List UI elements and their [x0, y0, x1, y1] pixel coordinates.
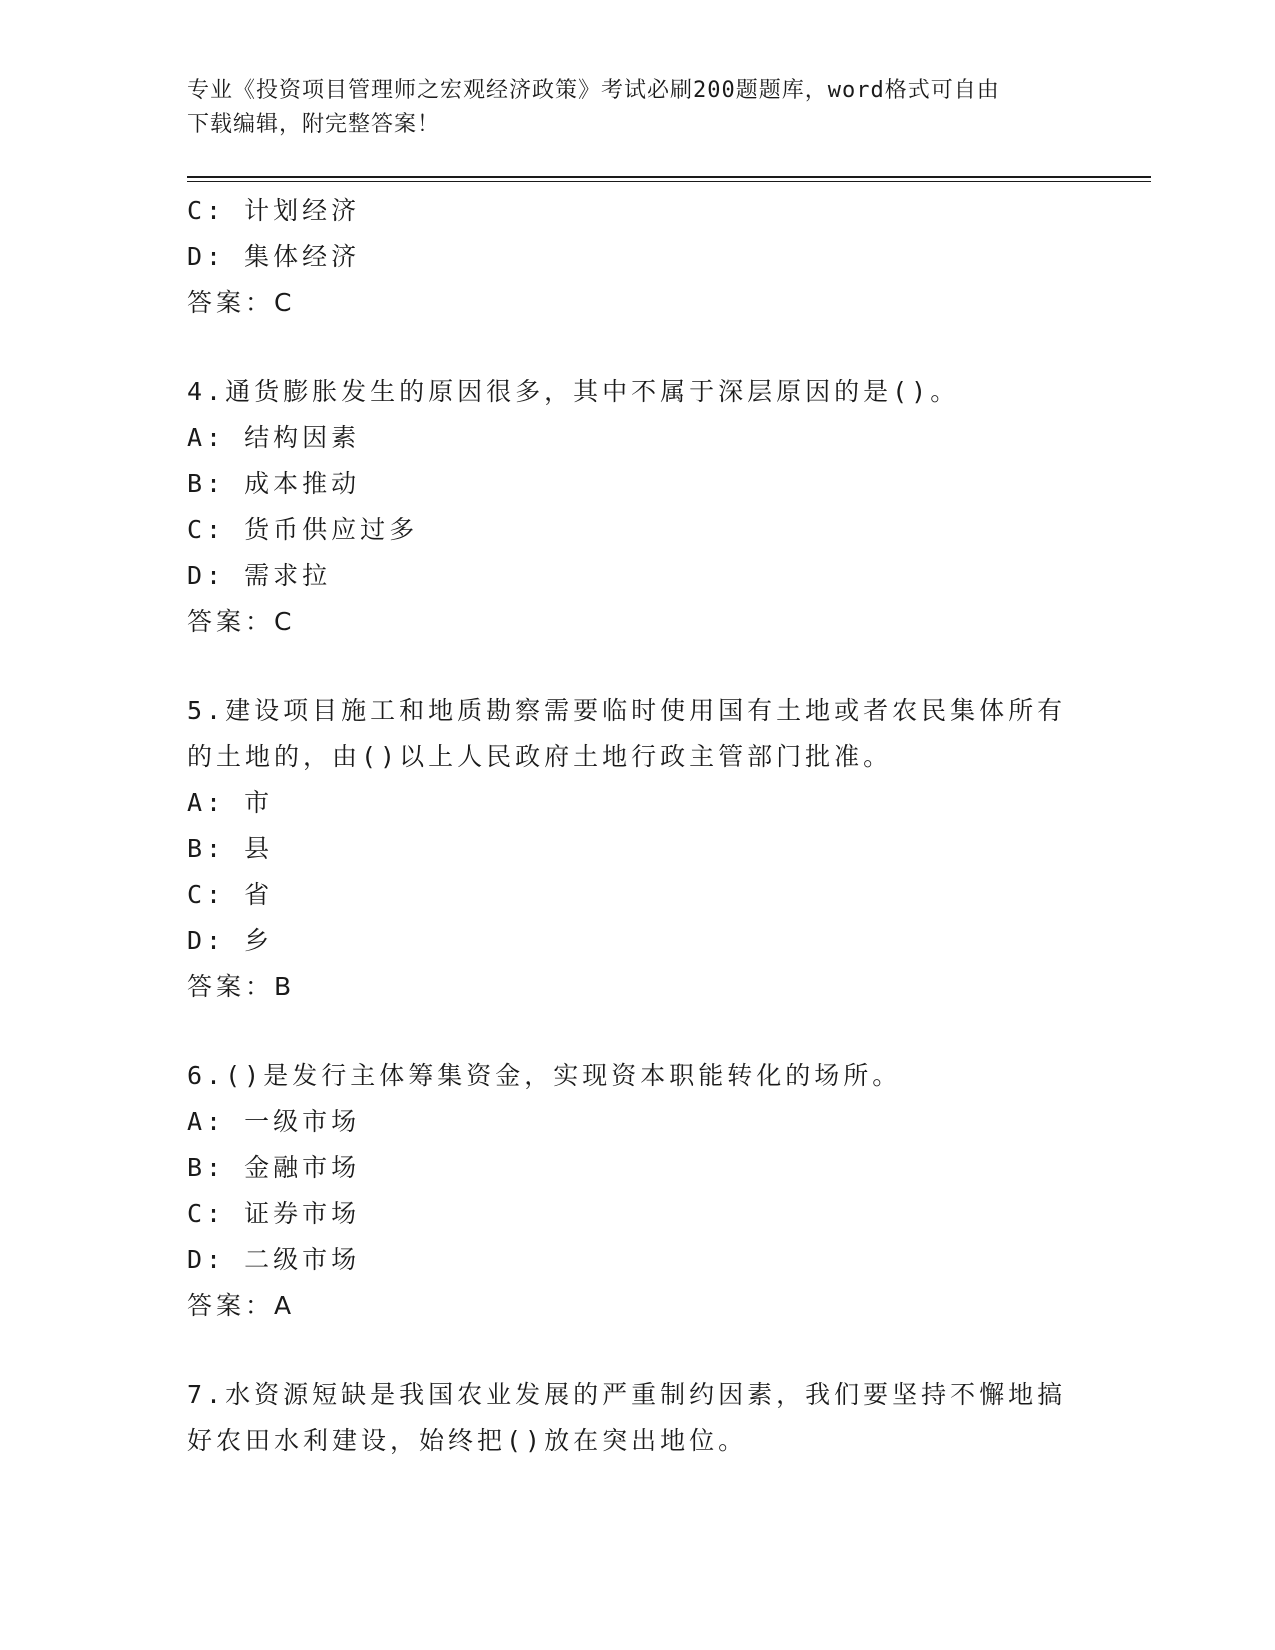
question-5 — [187, 688, 1087, 1010]
option-b: B: 成本推动 — [187, 469, 361, 498]
option-d: D: 乡 — [187, 926, 274, 955]
option-a: A: 市 — [187, 788, 274, 817]
answer-line: 答案：C — [187, 607, 296, 636]
option-c: C: 省 — [187, 880, 274, 909]
header-divider-thin — [187, 181, 1151, 182]
question-4 — [187, 369, 1087, 645]
spacer — [187, 1329, 1087, 1372]
option-b: B: 县 — [187, 834, 274, 863]
option-a: A: 一级市场 — [187, 1107, 361, 1136]
spacer — [187, 326, 1087, 369]
question-stem: 6.()是发行主体筹集资金，实现资本职能转化的场所。 — [187, 1061, 902, 1090]
option-d: D: 需求拉 — [187, 561, 332, 590]
question-stem-continued: 的土地的，由()以上人民政府土地行政主管部门批准。 — [187, 742, 893, 771]
answer-line: 答案：B — [187, 972, 296, 1001]
option-c: C: 证券市场 — [187, 1199, 361, 1228]
document-header — [187, 74, 1077, 142]
option-c: C: 货币供应过多 — [187, 515, 419, 544]
header-line-2: 下载编辑，附完整答案！ — [187, 112, 441, 137]
question-6 — [187, 1053, 1087, 1329]
answer-line: 答案：A — [187, 1291, 296, 1320]
question-stem: 5.建设项目施工和地质勘察需要临时使用国有土地或者农民集体所有 — [187, 696, 1067, 725]
header-divider-thick — [187, 176, 1151, 178]
option-b: B: 金融市场 — [187, 1153, 361, 1182]
question-7 — [187, 1372, 1087, 1464]
option-d: D: 集体经济 — [187, 242, 361, 271]
option-a: A: 结构因素 — [187, 423, 361, 452]
option-c: C: 计划经济 — [187, 196, 361, 225]
question-stem-continued: 好农田水利建设，始终把()放在突出地位。 — [187, 1426, 748, 1455]
header-line-1: 专业《投资项目管理师之宏观经济政策》考试必刷200题题库，word格式可自由 — [187, 78, 1000, 103]
spacer — [187, 1010, 1087, 1053]
question-3-tail — [187, 188, 1087, 326]
option-d: D: 二级市场 — [187, 1245, 361, 1274]
spacer — [187, 645, 1087, 688]
document-body — [187, 188, 1087, 1464]
answer-line: 答案：C — [187, 288, 296, 317]
question-stem: 7.水资源短缺是我国农业发展的严重制约因素，我们要坚持不懈地搞 — [187, 1380, 1067, 1409]
question-stem: 4.通货膨胀发生的原因很多，其中不属于深层原因的是()。 — [187, 377, 960, 406]
